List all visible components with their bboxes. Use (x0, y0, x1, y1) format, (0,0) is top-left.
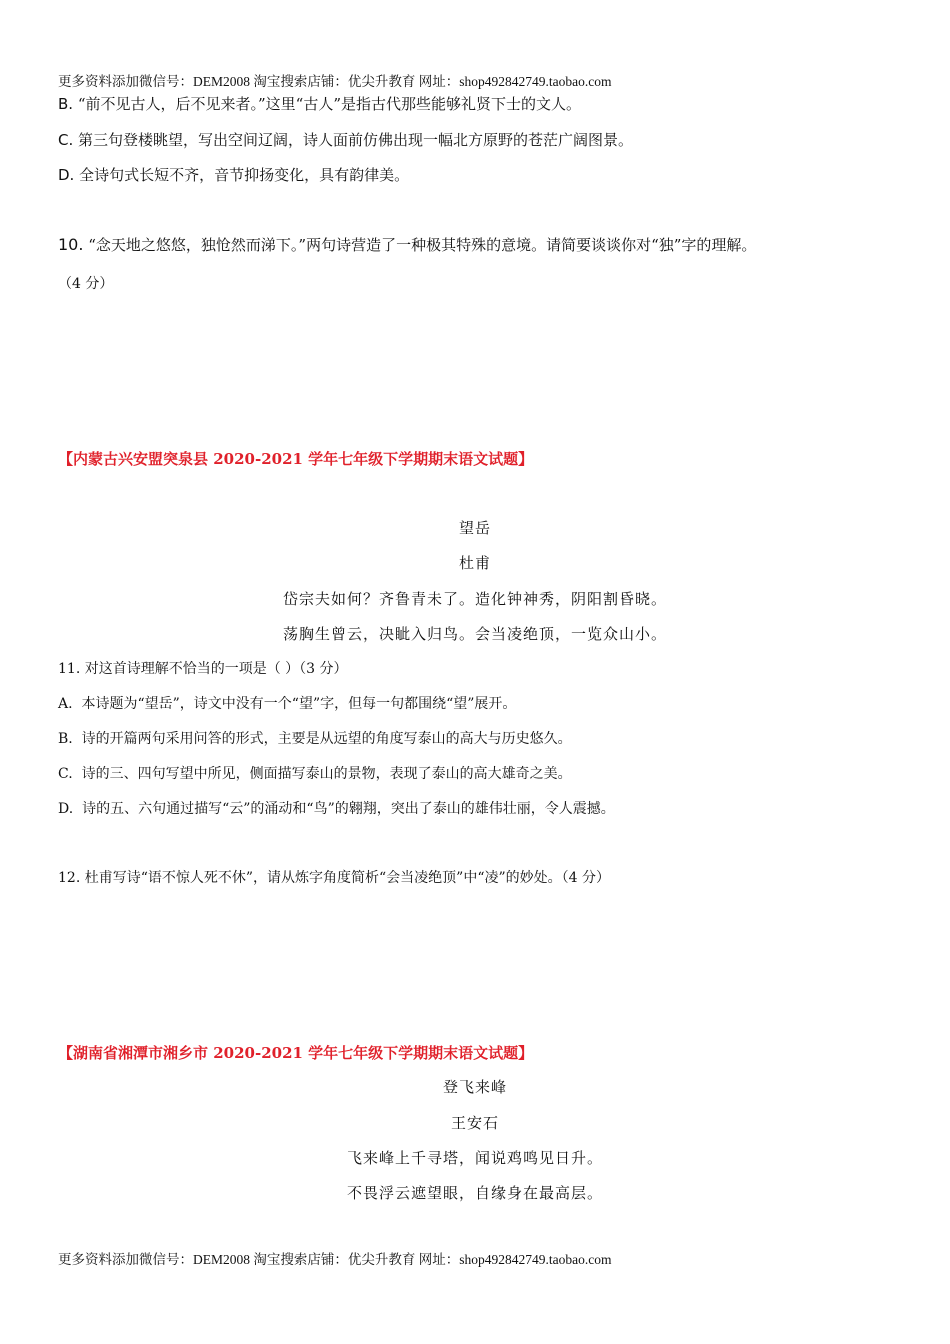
question-text: “念天地之悠悠，独怆然而涕下。”两句诗营造了一种极其特殊的意境。请简要谈谈你对“独”字的理解。 (88, 236, 757, 254)
poem-line: 岱宗夫如何？齐鲁青未了。造化钟神秀，阴阳割昏晓。 (282, 590, 667, 608)
poem-author-1: 杜甫 (458, 554, 491, 572)
question-10-score: （4 分） (58, 276, 114, 292)
header-watermark: 更多资料添加微信号：DEM2008 淘宝搜索店铺：优尖升教育 网址：shop492842749.taobao.com (58, 74, 612, 89)
option-text: 诗的开篇两句采用问答的形式，主要是从远望的角度写泰山的高大与历史悠久。 (81, 731, 572, 747)
question-number: 10. (58, 235, 84, 254)
option-text: 第三句登楼眺望，写出空间辽阔，诗人面前仿佛出现一幅北方原野的苍茫广阔图景。 (78, 131, 634, 149)
poem-author-2: 王安石 (450, 1114, 499, 1132)
option-text: 本诗题为“望岳”，诗文中没有一个“望”字，但每一句都围绕“望”展开。 (81, 696, 517, 712)
option-label: A. (58, 696, 73, 712)
option-c (58, 129, 633, 150)
q11-option-a (58, 693, 516, 713)
poem-line: 荡胸生曾云，决眦入归鸟。会当凌绝顶，一览众山小。 (282, 625, 667, 643)
section-source-2: 【湖南省湘潭市湘乡市 2020-2021 学年七年级下学期期末语文试题】 (58, 1044, 534, 1062)
option-label: B. (58, 731, 73, 747)
footer-watermark: 更多资料添加微信号：DEM2008 淘宝搜索店铺：优尖升教育 网址：shop492842749.taobao.com (58, 1252, 612, 1267)
option-text: 诗的三、四句写望中所见，侧面描写泰山的景物，表现了泰山的高大雄奇之美。 (81, 766, 572, 782)
poem-line: 不畏浮云遮望眼，自缘身在最高层。 (346, 1184, 603, 1202)
question-12: 12. 杜甫写诗“语不惊人死不休”，请从炼字角度简析“会当凌绝顶”中“凌”的妙处。（4 分） (58, 870, 611, 886)
option-d (58, 164, 409, 185)
option-label: B. (58, 95, 74, 113)
question-10 (58, 234, 756, 255)
option-label: D. (58, 801, 74, 817)
option-b (58, 93, 581, 114)
option-label: C. (58, 131, 74, 149)
poem-line: 飞来峰上千寻塔，闻说鸡鸣见日升。 (346, 1149, 603, 1167)
option-text: 诗的五、六句通过描写“云”的涌动和“鸟”的翱翔，突出了泰山的雄伟壮丽，令人震撼。 (82, 801, 615, 817)
option-label: C. (58, 766, 73, 782)
q11-option-c (58, 763, 572, 783)
option-label: D. (58, 166, 75, 184)
option-text: “前不见古人，后不见来者。”这里“古人”是指古代那些能够礼贤下士的文人。 (77, 95, 582, 113)
option-text: 全诗句式长短不齐，音节抑扬变化，具有韵律美。 (79, 166, 410, 184)
poem-title-2: 登飞来峰 (442, 1078, 507, 1096)
section-source-1: 【内蒙古兴安盟突泉县 2020-2021 学年七年级下学期期末语文试题】 (58, 450, 534, 468)
poem-title-1: 望岳 (458, 519, 491, 537)
q11-option-d (58, 798, 615, 818)
question-11-stem: 11. 对这首诗理解不恰当的一项是（ ）（3 分） (58, 661, 348, 677)
q11-option-b (58, 728, 572, 748)
